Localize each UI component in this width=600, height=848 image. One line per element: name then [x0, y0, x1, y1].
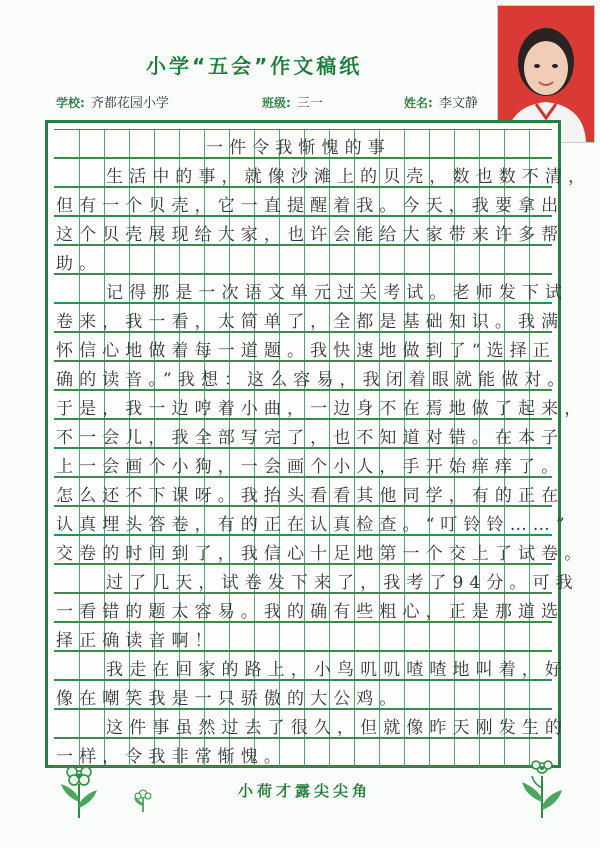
grid-cell [329, 623, 354, 650]
grid-cell [429, 246, 454, 273]
flower-plant-icon-left [55, 762, 103, 822]
grid-cell [79, 565, 104, 592]
grid-row [54, 245, 552, 274]
essay-line: 认真埋头答卷，有的正在认真检查。“叮铃铃……” [56, 515, 571, 535]
grid-cell [79, 130, 104, 157]
footer-slogan: 小荷才露尖尖角 [238, 782, 372, 800]
grid-cell [354, 739, 379, 766]
grid-cell [154, 246, 179, 273]
school-field [56, 92, 169, 110]
essay-line: 记得那是一次语文单元过关考试。老师发下试 [106, 283, 568, 303]
grid-cell [454, 130, 479, 157]
essay-line: 怎么还不下课呀。我抬头看看其他同学，有的正在 [56, 486, 565, 506]
class-label: 班级: [262, 96, 291, 110]
grid-cell [329, 246, 354, 273]
essay-line: 过了几天，试卷发下来了，我考了94分。可我 [106, 573, 579, 593]
grid-row [54, 680, 552, 709]
grid-cell [379, 246, 404, 273]
grid-cell [254, 623, 279, 650]
grid-cell [54, 565, 79, 592]
essay-line: 像在嘲笑我是一只骄傲的大公鸡。 [56, 689, 403, 709]
essay-line: 怀信心地做着每一道题。我快速地做到了“选择正 [56, 341, 556, 361]
grid-cell [329, 739, 354, 766]
essay-line: 于是，我一边哼着小曲，一边身不在焉地做了起来， [56, 399, 588, 419]
grid-cell [129, 130, 154, 157]
grid-row [54, 390, 588, 419]
grid-cell [54, 652, 79, 679]
essay-line: 我走在回家的路上，小鸟叽叽喳喳地叫着，好 [106, 660, 568, 680]
grid-cell [204, 246, 229, 273]
essay-line: 卷来，我一看，太简单了，全都是基础知识。我满 [56, 312, 565, 332]
essay-line: 不一会儿，我全部写完了，也不知道对错。在本子 [56, 428, 565, 448]
grid-row [54, 651, 568, 680]
grid-cell [479, 246, 504, 273]
grid-cell [404, 681, 429, 708]
grid-cell [404, 130, 429, 157]
grid-cell [354, 623, 379, 650]
school-value: 齐都花园小学 [90, 96, 169, 111]
grid-inner [54, 129, 592, 767]
grid-row [54, 158, 592, 187]
essay-line: 助。 [56, 254, 103, 274]
grid-row [54, 303, 565, 332]
essay-line: 但有一个贝壳，它一直提醒着我。今天，我要拿出 [56, 196, 565, 216]
grid-cell [504, 246, 529, 273]
grid-cell [179, 130, 204, 157]
grid-row [54, 129, 552, 158]
grid-row [54, 477, 565, 506]
name-value: 李文静 [438, 96, 478, 111]
grid-cell [179, 246, 204, 273]
grid-cell [479, 681, 504, 708]
grid-cell [279, 246, 304, 273]
class-field [262, 92, 323, 110]
sheet-title: 小学“五会”作文稿纸 [146, 54, 363, 78]
grid-cell [504, 623, 529, 650]
name-field [404, 92, 478, 110]
class-value: 三一 [296, 96, 323, 111]
essay-title: 一件令我惭愧的事 [206, 138, 391, 158]
grid-row [54, 535, 588, 564]
grid-row [54, 593, 565, 622]
grid-cell [479, 130, 504, 157]
grid-cell [454, 246, 479, 273]
grid-cell [454, 739, 479, 766]
grid-cell [229, 623, 254, 650]
grid-cell [54, 710, 79, 737]
grid-cell [104, 246, 129, 273]
grid-cell [304, 246, 329, 273]
grid-cell [304, 739, 329, 766]
grid-cell [454, 623, 479, 650]
grid-cell [254, 246, 279, 273]
grid-cell [154, 130, 179, 157]
grid-row [54, 709, 568, 738]
essay-line: 生活中的事，就像沙滩上的贝壳，数也数不清， [106, 167, 592, 187]
grid-row [54, 274, 568, 303]
essay-line: 上一会画个小狗，一会画个小人，手开始痒痒了。 [56, 457, 565, 477]
flower-plant-icon-right [518, 758, 566, 822]
grid-row [54, 738, 552, 767]
grid-cell [529, 246, 554, 273]
grid-cell [79, 159, 104, 186]
grid-row [54, 506, 571, 535]
grid-cell [529, 623, 554, 650]
grid-cell [454, 681, 479, 708]
grid-cell [54, 159, 79, 186]
grid-cell [479, 739, 504, 766]
grid-cell [504, 130, 529, 157]
grid-cell [379, 623, 404, 650]
essay-line: 交卷的时间到了，我信心十足地第一个交上了试卷。 [56, 544, 588, 564]
essay-line: 一样，令我非常惭愧。 [56, 747, 287, 767]
grid-row [54, 448, 565, 477]
grid-cell [104, 130, 129, 157]
essay-line: 这件事虽然过去了很久，但就像昨天刚发生的 [106, 718, 568, 738]
grid-cell [354, 246, 379, 273]
grid-cell [304, 623, 329, 650]
grid-cell [79, 710, 104, 737]
grid-cell [529, 681, 554, 708]
essay-line: 确的读音。”我想：这么容易，我闭着眼就能做对。 [56, 370, 571, 390]
grid-row [54, 419, 565, 448]
grid-cell [79, 275, 104, 302]
grid-cell [479, 623, 504, 650]
small-flower-icon-left [130, 786, 156, 816]
grid-row [54, 564, 579, 593]
grid-cell [54, 275, 79, 302]
grid-cell [79, 652, 104, 679]
grid-cell [429, 681, 454, 708]
essay-line: 这个贝壳展现给大家，也许会能给大家带来许多帮 [56, 225, 565, 245]
grid-row [54, 216, 565, 245]
essay-line: 一看错的题太容易。我的确有些粗心，正是那道选 [56, 602, 565, 622]
grid-cell [529, 130, 554, 157]
grid-row [54, 187, 565, 216]
grid-cell [54, 130, 79, 157]
grid-cell [429, 739, 454, 766]
school-label: 学校: [56, 96, 85, 110]
grid-cell [404, 246, 429, 273]
name-label: 姓名: [404, 96, 433, 110]
grid-cell [504, 681, 529, 708]
writing-grid [45, 120, 592, 768]
grid-cell [404, 623, 429, 650]
grid-row [54, 332, 556, 361]
grid-cell [379, 739, 404, 766]
essay-line: 择正确读音啊！ [56, 631, 218, 651]
grid-row [54, 361, 571, 390]
grid-cell [429, 623, 454, 650]
grid-cell [229, 246, 254, 273]
grid-cell [279, 623, 304, 650]
grid-cell [429, 130, 454, 157]
grid-cell [129, 246, 154, 273]
grid-row [54, 622, 552, 651]
grid-cell [404, 739, 429, 766]
